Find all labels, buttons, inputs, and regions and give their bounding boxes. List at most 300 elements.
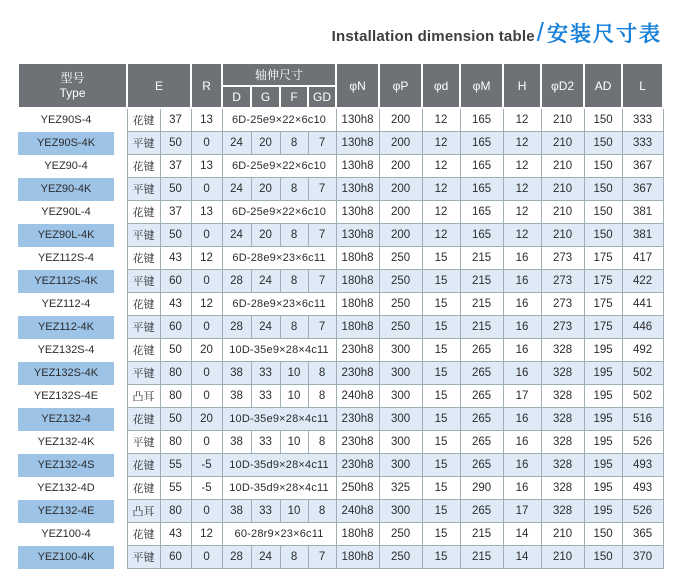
ad-cell: 175 [584,293,622,316]
title-slash-divider: / [536,17,544,47]
phi-n-cell: 130h8 [336,224,379,247]
phi-m-cell: 265 [460,408,503,431]
phi-d2-cell: 328 [541,500,584,523]
model-cell: YEZ112-4K [18,316,114,339]
phi-d-cell: 15 [422,362,460,385]
key-type-cell: 平键 [127,362,160,385]
header-phi-d2: φD2 [541,63,584,108]
model-cell: YEZ132S-4E [18,385,114,408]
f-cell: 8 [280,224,308,247]
key-type-cell: 凸耳 [127,500,160,523]
column-gap [114,293,127,316]
phi-p-cell: 250 [379,316,422,339]
l-cell: 516 [622,408,663,431]
table-row [18,408,663,431]
r-cell: 0 [191,224,222,247]
ad-cell: 150 [584,132,622,155]
h-cell: 12 [503,155,541,178]
e-cell: 60 [160,270,191,293]
l-cell: 446 [622,316,663,339]
key-type-cell: 花键 [127,201,160,224]
key-type-cell: 平键 [127,178,160,201]
column-gap [114,477,127,500]
e-cell: 80 [160,362,191,385]
key-type-cell: 平键 [127,316,160,339]
installation-dimension-table [17,62,664,569]
r-cell: 13 [191,108,222,132]
shaft-dimension-cell: 6D-25e9×22×6c10 [222,108,336,132]
phi-n-cell: 180h8 [336,546,379,569]
phi-n-cell: 250h8 [336,477,379,500]
h-cell: 14 [503,523,541,546]
gd-cell: 7 [308,316,336,339]
g-cell: 24 [251,270,280,293]
column-gap [114,546,127,569]
header-f: F [280,86,308,108]
l-cell: 422 [622,270,663,293]
phi-m-cell: 165 [460,178,503,201]
phi-d-cell: 12 [422,201,460,224]
key-type-cell: 花键 [127,477,160,500]
header-shaft-group: 轴伸尺寸 [222,63,336,86]
e-cell: 37 [160,155,191,178]
key-type-cell: 平键 [127,431,160,454]
gd-cell: 7 [308,132,336,155]
header-phi-n: φN [336,63,379,108]
ad-cell: 195 [584,339,622,362]
e-cell: 80 [160,431,191,454]
l-cell: 417 [622,247,663,270]
column-gap [114,224,127,247]
ad-cell: 195 [584,431,622,454]
phi-m-cell: 165 [460,201,503,224]
e-cell: 37 [160,108,191,132]
phi-d-cell: 12 [422,155,460,178]
e-cell: 50 [160,132,191,155]
column-gap [114,523,127,546]
column-gap [114,132,127,155]
e-cell: 80 [160,500,191,523]
key-type-cell: 花键 [127,339,160,362]
d-cell: 28 [222,270,251,293]
header-phi-m: φM [460,63,503,108]
phi-p-cell: 200 [379,155,422,178]
shaft-dimension-cell: 6D-25e9×22×6c10 [222,155,336,178]
d-cell: 24 [222,224,251,247]
phi-d-cell: 12 [422,224,460,247]
table-row [18,362,663,385]
h-cell: 12 [503,178,541,201]
h-cell: 17 [503,500,541,523]
column-gap [114,431,127,454]
phi-p-cell: 300 [379,408,422,431]
l-cell: 365 [622,523,663,546]
shaft-dimension-cell: 10D-35e9×28×4c11 [222,408,336,431]
gd-cell: 7 [308,178,336,201]
page-title-chinese: 安装尺寸表 [547,23,662,46]
phi-m-cell: 265 [460,385,503,408]
phi-p-cell: 250 [379,523,422,546]
f-cell: 10 [280,385,308,408]
page-title [332,17,662,48]
phi-m-cell: 215 [460,546,503,569]
phi-d-cell: 15 [422,454,460,477]
e-cell: 50 [160,408,191,431]
header-l: L [622,63,663,108]
header-phi-d: φd [422,63,460,108]
shaft-dimension-cell: 6D-25e9×22×6c10 [222,201,336,224]
phi-m-cell: 265 [460,454,503,477]
e-cell: 50 [160,224,191,247]
phi-d2-cell: 210 [541,108,584,132]
l-cell: 502 [622,362,663,385]
g-cell: 33 [251,431,280,454]
d-cell: 38 [222,385,251,408]
model-cell: YEZ132S-4K [18,362,114,385]
ad-cell: 150 [584,155,622,178]
phi-n-cell: 180h8 [336,247,379,270]
model-cell: YEZ132S-4 [18,339,114,362]
column-gap [114,362,127,385]
l-cell: 493 [622,477,663,500]
e-cell: 60 [160,316,191,339]
column-gap [114,316,127,339]
r-cell: 0 [191,362,222,385]
phi-d2-cell: 210 [541,201,584,224]
model-cell: YEZ90-4K [18,178,114,201]
phi-m-cell: 265 [460,339,503,362]
header-gd: GD [308,86,336,108]
phi-n-cell: 180h8 [336,270,379,293]
model-cell: YEZ90S-4K [18,132,114,155]
phi-p-cell: 325 [379,477,422,500]
phi-d-cell: 15 [422,500,460,523]
key-type-cell: 凸耳 [127,385,160,408]
ad-cell: 150 [584,108,622,132]
column-gap [114,500,127,523]
table-row [18,431,663,454]
phi-n-cell: 130h8 [336,201,379,224]
table-row [18,523,663,546]
e-cell: 37 [160,201,191,224]
phi-p-cell: 200 [379,178,422,201]
phi-d-cell: 15 [422,270,460,293]
table-row [18,108,663,132]
shaft-dimension-cell: 60-28r9×23×6c11 [222,523,336,546]
model-cell: YEZ132-4 [18,408,114,431]
model-cell: YEZ132-4S [18,454,114,477]
table-header [18,63,663,108]
phi-m-cell: 215 [460,523,503,546]
column-gap [114,108,127,132]
table-row [18,339,663,362]
l-cell: 493 [622,454,663,477]
phi-d2-cell: 273 [541,270,584,293]
phi-n-cell: 240h8 [336,385,379,408]
key-type-cell: 平键 [127,546,160,569]
phi-p-cell: 250 [379,293,422,316]
l-cell: 370 [622,546,663,569]
gd-cell: 7 [308,270,336,293]
gd-cell: 8 [308,362,336,385]
key-type-cell: 花键 [127,155,160,178]
table-row [18,316,663,339]
phi-d-cell: 15 [422,339,460,362]
column-gap [114,454,127,477]
d-cell: 24 [222,178,251,201]
f-cell: 8 [280,546,308,569]
phi-d-cell: 12 [422,132,460,155]
phi-d2-cell: 273 [541,293,584,316]
model-cell: YEZ90S-4 [18,108,114,132]
r-cell: 0 [191,270,222,293]
shaft-dimension-cell: 10D-35e9×28×4c11 [222,339,336,362]
phi-d-cell: 15 [422,247,460,270]
column-gap [114,178,127,201]
column-gap [114,201,127,224]
model-cell: YEZ90-4 [18,155,114,178]
phi-p-cell: 200 [379,224,422,247]
h-cell: 16 [503,293,541,316]
model-cell: YEZ90L-4K [18,224,114,247]
column-gap [114,270,127,293]
g-cell: 24 [251,546,280,569]
f-cell: 10 [280,500,308,523]
phi-n-cell: 130h8 [336,178,379,201]
phi-d2-cell: 210 [541,546,584,569]
phi-p-cell: 300 [379,339,422,362]
phi-p-cell: 200 [379,108,422,132]
header-g: G [251,86,280,108]
r-cell: -5 [191,477,222,500]
phi-d2-cell: 210 [541,132,584,155]
g-cell: 33 [251,385,280,408]
r-cell: 12 [191,523,222,546]
header-r: R [191,63,222,108]
r-cell: -5 [191,454,222,477]
phi-p-cell: 300 [379,454,422,477]
e-cell: 60 [160,546,191,569]
key-type-cell: 花键 [127,293,160,316]
model-cell: YEZ100-4 [18,523,114,546]
phi-m-cell: 165 [460,132,503,155]
phi-p-cell: 300 [379,362,422,385]
phi-n-cell: 230h8 [336,408,379,431]
l-cell: 492 [622,339,663,362]
phi-d-cell: 15 [422,431,460,454]
model-cell: YEZ132-4D [18,477,114,500]
phi-d-cell: 12 [422,108,460,132]
ad-cell: 150 [584,546,622,569]
h-cell: 16 [503,408,541,431]
gd-cell: 8 [308,500,336,523]
phi-p-cell: 250 [379,546,422,569]
r-cell: 0 [191,546,222,569]
table-row [18,385,663,408]
ad-cell: 195 [584,362,622,385]
model-cell: YEZ132-4K [18,431,114,454]
header-model [18,63,127,108]
phi-d2-cell: 328 [541,408,584,431]
h-cell: 12 [503,224,541,247]
shaft-dimension-cell: 10D-35d9×28×4c11 [222,454,336,477]
phi-d2-cell: 210 [541,178,584,201]
ad-cell: 150 [584,201,622,224]
table-row [18,155,663,178]
phi-d2-cell: 273 [541,316,584,339]
table-row [18,270,663,293]
phi-d2-cell: 328 [541,362,584,385]
table-row [18,132,663,155]
e-cell: 80 [160,385,191,408]
d-cell: 28 [222,316,251,339]
e-cell: 55 [160,477,191,500]
g-cell: 33 [251,362,280,385]
phi-m-cell: 265 [460,362,503,385]
r-cell: 12 [191,247,222,270]
phi-p-cell: 300 [379,385,422,408]
column-gap [114,339,127,362]
e-cell: 43 [160,293,191,316]
f-cell: 8 [280,316,308,339]
e-cell: 55 [160,454,191,477]
ad-cell: 175 [584,316,622,339]
model-cell: YEZ112S-4K [18,270,114,293]
ad-cell: 195 [584,408,622,431]
h-cell: 16 [503,247,541,270]
e-cell: 50 [160,339,191,362]
key-type-cell: 平键 [127,132,160,155]
table-row [18,247,663,270]
l-cell: 526 [622,500,663,523]
r-cell: 12 [191,293,222,316]
r-cell: 0 [191,132,222,155]
ad-cell: 195 [584,500,622,523]
phi-d-cell: 15 [422,293,460,316]
header-model-en: Type [59,85,86,100]
key-type-cell: 花键 [127,108,160,132]
header-ad: AD [584,63,622,108]
phi-d-cell: 15 [422,316,460,339]
phi-p-cell: 200 [379,132,422,155]
phi-d-cell: 12 [422,178,460,201]
e-cell: 43 [160,523,191,546]
phi-m-cell: 215 [460,316,503,339]
d-cell: 38 [222,362,251,385]
ad-cell: 195 [584,454,622,477]
page-title-english: Installation dimension table [331,28,535,45]
l-cell: 526 [622,431,663,454]
g-cell: 20 [251,224,280,247]
d-cell: 38 [222,431,251,454]
phi-n-cell: 230h8 [336,362,379,385]
f-cell: 8 [280,132,308,155]
ad-cell: 150 [584,224,622,247]
key-type-cell: 花键 [127,454,160,477]
phi-d2-cell: 210 [541,224,584,247]
g-cell: 33 [251,500,280,523]
table-row [18,500,663,523]
phi-m-cell: 265 [460,500,503,523]
phi-n-cell: 230h8 [336,454,379,477]
ad-cell: 175 [584,270,622,293]
ad-cell: 195 [584,477,622,500]
h-cell: 16 [503,431,541,454]
table-row [18,224,663,247]
r-cell: 13 [191,201,222,224]
l-cell: 333 [622,108,663,132]
l-cell: 502 [622,385,663,408]
phi-d2-cell: 328 [541,339,584,362]
table-row [18,201,663,224]
g-cell: 24 [251,316,280,339]
r-cell: 0 [191,385,222,408]
r-cell: 0 [191,316,222,339]
h-cell: 16 [503,454,541,477]
shaft-dimension-cell: 10D-35d9×28×4c11 [222,477,336,500]
phi-p-cell: 250 [379,270,422,293]
phi-m-cell: 165 [460,155,503,178]
model-cell: YEZ132-4E [18,500,114,523]
ad-cell: 175 [584,247,622,270]
h-cell: 12 [503,201,541,224]
header-e: E [127,63,191,108]
phi-d2-cell: 328 [541,454,584,477]
phi-m-cell: 215 [460,247,503,270]
header-model-zh: 型号 [60,70,85,85]
phi-d-cell: 15 [422,385,460,408]
f-cell: 8 [280,270,308,293]
h-cell: 16 [503,339,541,362]
model-cell: YEZ112-4 [18,293,114,316]
phi-n-cell: 230h8 [336,339,379,362]
h-cell: 14 [503,546,541,569]
model-cell: YEZ112S-4 [18,247,114,270]
phi-n-cell: 130h8 [336,155,379,178]
gd-cell: 7 [308,546,336,569]
d-cell: 28 [222,546,251,569]
phi-n-cell: 180h8 [336,316,379,339]
gd-cell: 8 [308,431,336,454]
phi-n-cell: 130h8 [336,132,379,155]
ad-cell: 150 [584,178,622,201]
h-cell: 12 [503,108,541,132]
header-phi-p: φP [379,63,422,108]
ad-cell: 195 [584,385,622,408]
l-cell: 367 [622,178,663,201]
h-cell: 16 [503,270,541,293]
phi-d-cell: 15 [422,477,460,500]
e-cell: 50 [160,178,191,201]
gd-cell: 7 [308,224,336,247]
phi-p-cell: 200 [379,201,422,224]
header-h: H [503,63,541,108]
phi-d2-cell: 210 [541,155,584,178]
d-cell: 38 [222,500,251,523]
phi-m-cell: 215 [460,293,503,316]
phi-d-cell: 15 [422,408,460,431]
r-cell: 0 [191,431,222,454]
phi-d2-cell: 328 [541,477,584,500]
key-type-cell: 花键 [127,523,160,546]
h-cell: 16 [503,362,541,385]
phi-d-cell: 15 [422,523,460,546]
phi-n-cell: 240h8 [336,500,379,523]
table-row [18,293,663,316]
h-cell: 16 [503,316,541,339]
g-cell: 20 [251,178,280,201]
key-type-cell: 平键 [127,270,160,293]
